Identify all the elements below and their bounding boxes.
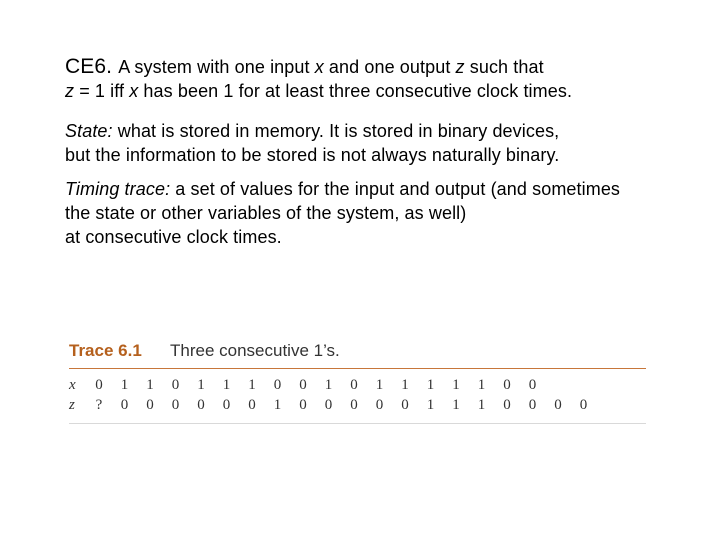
ce6-text: has been 1 for at least three consecutive clock times. bbox=[138, 81, 573, 101]
trace-cell-z-1: 0 bbox=[120, 397, 129, 413]
trace-cell-z-13: 1 bbox=[426, 397, 435, 413]
var-x: x bbox=[314, 57, 324, 77]
trace-cell-x-3: 0 bbox=[171, 377, 180, 393]
trace-cell-x-17: 0 bbox=[528, 377, 537, 393]
ce6-text: and one output bbox=[323, 57, 456, 77]
trace-cell-x-1: 1 bbox=[120, 377, 129, 393]
state-line-2: but the information to be stored is not always naturally binary. bbox=[65, 145, 560, 165]
trace-cell-z-15: 1 bbox=[477, 397, 486, 413]
trace-cell-z-12: 0 bbox=[401, 397, 409, 413]
trace-cell-x-0: 0 bbox=[95, 377, 103, 393]
trace-cell-z-17: 0 bbox=[528, 397, 537, 413]
ce6-text: such that bbox=[464, 57, 544, 77]
trace-row-var: z bbox=[69, 397, 75, 413]
ce6-text: A system with one input bbox=[118, 57, 315, 77]
trace-cell-z-14: 1 bbox=[452, 397, 460, 413]
trace-cell-z-0: ? bbox=[95, 397, 103, 413]
trace-cell-x-14: 1 bbox=[452, 377, 460, 393]
var-z: z bbox=[65, 81, 75, 101]
ce6-line-1 bbox=[65, 55, 572, 79]
ce6-paragraph bbox=[65, 55, 572, 103]
state-paragraph bbox=[65, 119, 559, 167]
trace-cell-z-18: 0 bbox=[554, 397, 562, 413]
trace-cell-z-4: 0 bbox=[197, 397, 205, 413]
trace-cell-z-3: 0 bbox=[171, 397, 180, 413]
trace-cell-x-2: 1 bbox=[146, 377, 154, 393]
trace-cell-x-16: 0 bbox=[503, 377, 511, 393]
trace-cell-z-5: 0 bbox=[222, 397, 231, 413]
var-z: z bbox=[455, 57, 465, 77]
state-text: what is stored in memory. It is stored in binary devices, bbox=[112, 121, 560, 141]
trace-cell-z-6: 0 bbox=[248, 397, 256, 413]
trace-cell-z-7: 1 bbox=[273, 397, 282, 413]
trace-caption: Three consecutive 1’s. bbox=[170, 341, 340, 360]
state-line-1 bbox=[65, 119, 559, 143]
timing-term: Timing trace: bbox=[65, 179, 171, 199]
timing-line-2: the state or other variables of the system, as well) bbox=[65, 203, 467, 223]
trace-row-var: x bbox=[69, 377, 76, 393]
ce6-text: = 1 iff bbox=[74, 81, 130, 101]
trace-cell-x-10: 0 bbox=[350, 377, 358, 393]
state-term: State: bbox=[65, 121, 113, 141]
trace-cell-z-8: 0 bbox=[299, 397, 307, 413]
trace-cell-x-5: 1 bbox=[222, 377, 231, 393]
ce6-number: CE6. bbox=[65, 55, 113, 78]
ce6-line-2 bbox=[65, 79, 572, 103]
timing-line-1 bbox=[65, 177, 620, 201]
trace-row-x bbox=[69, 377, 649, 395]
trace-cell-x-8: 0 bbox=[299, 377, 307, 393]
timing-line-3: at consecutive clock times. bbox=[65, 227, 282, 247]
trace-cell-x-6: 1 bbox=[248, 377, 256, 393]
trace-row-z bbox=[69, 397, 649, 415]
trace-top-rule bbox=[69, 368, 646, 369]
trace-cell-x-9: 1 bbox=[324, 377, 333, 393]
trace-cell-x-15: 1 bbox=[477, 377, 486, 393]
timing-paragraph bbox=[65, 177, 620, 249]
timing-text: a set of values for the input and output (and sometimes bbox=[170, 179, 621, 199]
trace-cell-x-12: 1 bbox=[401, 377, 409, 393]
trace-header bbox=[69, 337, 647, 363]
trace-cell-z-19: 0 bbox=[579, 397, 588, 413]
trace-cell-z-9: 0 bbox=[324, 397, 333, 413]
trace-cell-z-11: 0 bbox=[375, 397, 384, 413]
var-x: x bbox=[129, 81, 139, 101]
trace-figure-header bbox=[69, 337, 647, 363]
trace-cell-x-4: 1 bbox=[197, 377, 205, 393]
trace-label: Trace 6.1 bbox=[69, 341, 142, 360]
trace-cell-x-11: 1 bbox=[375, 377, 384, 393]
trace-cell-x-13: 1 bbox=[426, 377, 435, 393]
trace-cell-z-10: 0 bbox=[350, 397, 358, 413]
trace-cell-x-7: 0 bbox=[273, 377, 282, 393]
trace-bottom-rule bbox=[69, 423, 646, 424]
trace-cell-z-16: 0 bbox=[503, 397, 511, 413]
trace-cell-z-2: 0 bbox=[146, 397, 154, 413]
